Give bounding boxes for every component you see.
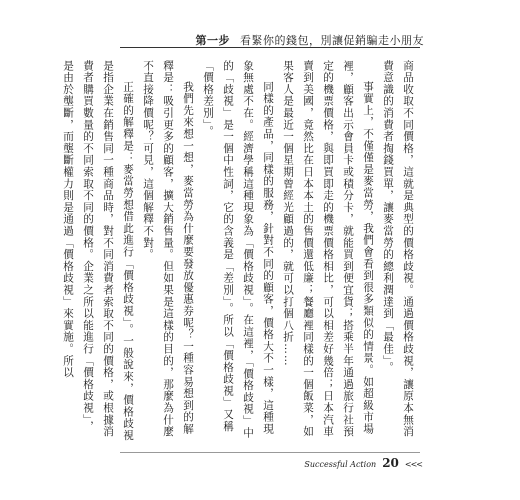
page-number: 20	[382, 456, 399, 470]
header-divider	[120, 47, 420, 48]
paragraph: 事實上，不僅僅是麥當勞，我們會看到很多類似的情景。如超級市場裡，顧客出示會員卡或積分卡，就能買到便宜貨；搭乘半年通過旅行社預定的機票價格，與即買即走的機票價格相比，可以相差好幾倍；日本汽車賣到美國，竟然比在日本本土的售價還低廉；餐廳裡同樣的一個飯菜，如果客人是最近一個星期曾經光顧過的，就可以打個八折……	[282, 60, 374, 438]
paragraph: 正確的解釋是：麥當勞想借此進行「價格歧視」。一般說來，價格歧視是指企業在銷售同一種商品時，對不同消費者索取不同的價格，或根據消費者購買數量的不同索取不同的價格。企業之所以能進行「價格歧視」，是由於壟斷，而壟斷權力則是通過「價格歧視」來實施。所以	[62, 60, 134, 442]
chapter-step-label: 第一步	[195, 34, 230, 47]
series-title: Successful Action	[304, 460, 377, 469]
body-text	[62, 60, 418, 442]
footer-divider	[120, 452, 420, 453]
paragraph: 同樣的產品，同樣的服務，針對不同的顧客，價格大不一樣，這種現象無處不在。經濟學稱這種現象為「價格歧視」。在這裡，「價格歧視」中的「歧視」是一個中性詞，它的含義是「差別」。所以「價格歧視」又稱「價格差別」。	[202, 60, 274, 439]
page-footer	[304, 456, 422, 470]
paragraph: 我們先來想一想，麥當勞為什麼要發放優惠券呢？一種容易想到的解釋是：吸引更多的顧客，擴大銷售量。但如果是這樣的目的，那麼為什麼不直接降價呢？可見，這個解釋不對。	[142, 60, 194, 438]
paragraph: 商品收取不同價格，這就是典型的價格歧視。通過價格歧視，讓原本無消費意識的消費者掏錢買單，讓麥當勞的總利潤達到「最佳」。	[382, 60, 414, 438]
chapter-title: 看緊你的錢包，別讓促銷騙走小朋友	[240, 34, 424, 47]
page-arrow-mark: <<<	[404, 460, 422, 469]
running-header	[196, 32, 425, 48]
